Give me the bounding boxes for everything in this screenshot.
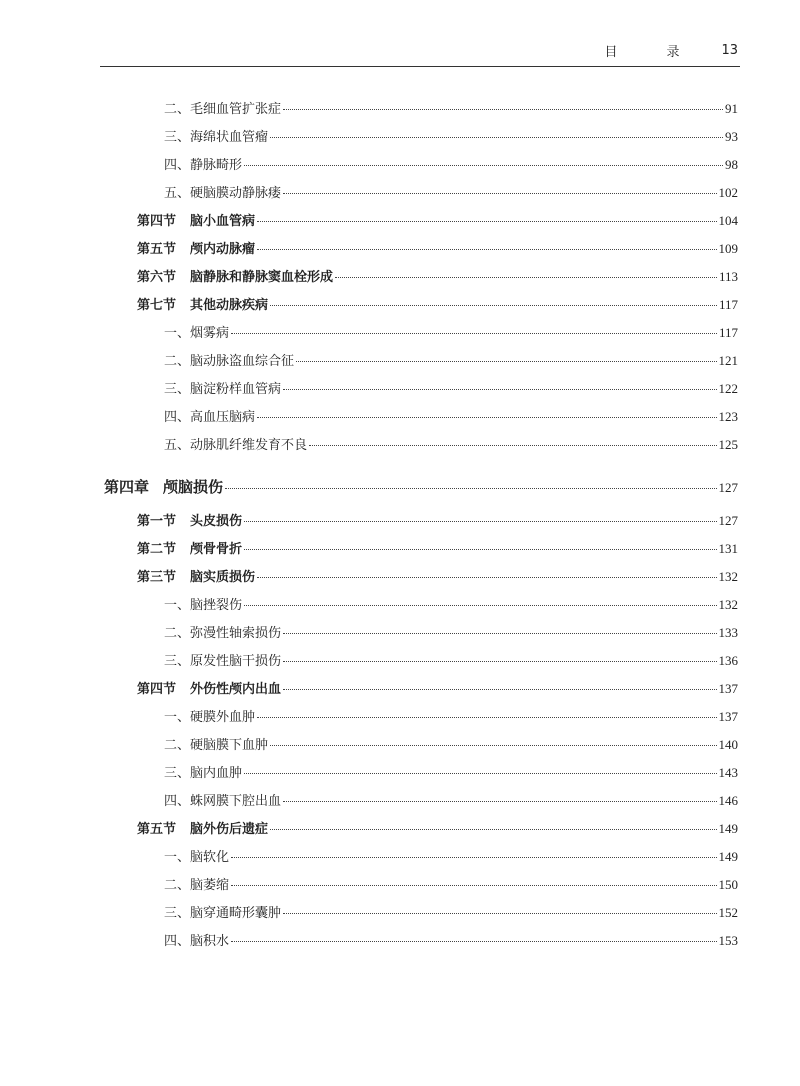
toc-entry-number: 三、 — [164, 130, 191, 145]
dot-leader — [244, 520, 716, 522]
toc-entry-page: 117 — [718, 297, 738, 312]
toc-entry-label — [164, 378, 281, 397]
dot-leader — [225, 487, 716, 489]
toc-subsection-entry — [0, 874, 738, 893]
toc-entry-number: 一、 — [164, 598, 191, 613]
toc-entry-number: 三、 — [164, 906, 191, 921]
dot-leader — [231, 856, 716, 858]
toc-entry-label — [164, 406, 255, 425]
toc-entry-title: 脑萎缩 — [190, 878, 230, 893]
toc-entry-page: 102 — [718, 185, 738, 200]
toc-entry-page: 140 — [718, 737, 738, 752]
toc-entry-page: 133 — [718, 625, 738, 640]
toc-entry-number: 四、 — [164, 794, 191, 809]
toc-entry-title: 颅脑损伤 — [163, 478, 224, 496]
toc-entry-number: 第七节 — [137, 298, 177, 313]
toc-entry-title: 脑外伤后遗症 — [190, 822, 269, 837]
toc-subsection-entry — [0, 154, 738, 173]
toc-entry-number: 第六节 — [137, 270, 177, 285]
toc-entry-number: 第一节 — [137, 514, 177, 529]
header-title: 目 录 — [604, 44, 698, 60]
toc-entry-number: 第四节 — [137, 214, 177, 229]
toc-entry-label — [164, 706, 255, 725]
dot-leader — [283, 688, 716, 690]
toc-entry-label — [164, 322, 229, 341]
toc-subsection-entry — [0, 594, 738, 613]
toc-entry-page: 137 — [718, 681, 738, 696]
toc-entry-number: 二、 — [164, 878, 191, 893]
dot-leader — [296, 360, 716, 362]
toc-entry-page: 104 — [718, 213, 738, 228]
toc-subsection-entry — [0, 930, 738, 949]
dot-leader — [257, 220, 716, 222]
dot-leader — [257, 248, 716, 250]
toc-section-entry — [0, 294, 738, 313]
toc-entry-title: 脑积水 — [190, 934, 230, 949]
dot-leader — [231, 332, 717, 334]
toc-section-entry — [0, 818, 738, 837]
toc-entry-label — [164, 350, 294, 369]
dot-leader — [257, 416, 716, 418]
toc-entry-title: 外伤性颅内出血 — [190, 682, 282, 697]
dot-leader — [257, 716, 716, 718]
dot-leader — [244, 772, 716, 774]
toc-entry-page: 153 — [718, 933, 738, 948]
toc-entry-number: 第二节 — [137, 542, 177, 557]
toc-entry-page: 132 — [718, 597, 738, 612]
toc-entry-label — [164, 126, 268, 145]
toc-entry-page: 93 — [725, 129, 738, 144]
toc-section-entry — [0, 210, 738, 229]
toc-section-entry — [0, 238, 738, 257]
toc-entry-page: 121 — [718, 353, 738, 368]
toc-section-entry — [0, 510, 738, 529]
toc-entry-title: 脑动脉盗血综合征 — [190, 354, 295, 369]
toc-entry-title: 脑小血管病 — [190, 214, 256, 229]
toc-entry-label — [164, 182, 281, 201]
toc-subsection-entry — [0, 378, 738, 397]
toc-entry-number: 第四节 — [137, 682, 177, 697]
toc-entry-number: 一、 — [164, 850, 191, 865]
toc-entry-number: 第四章 — [104, 478, 150, 496]
dot-leader — [283, 800, 716, 802]
toc-entry-number: 一、 — [164, 710, 191, 725]
toc-entry-page: 143 — [718, 765, 738, 780]
toc-entry-label — [164, 650, 281, 669]
toc-entry-label — [137, 294, 268, 313]
toc-subsection-entry — [0, 762, 738, 781]
toc-entry-page: 149 — [718, 821, 738, 836]
toc-entry-number: 四、 — [164, 934, 191, 949]
toc-entry-title: 毛细血管扩张症 — [190, 102, 282, 117]
toc-entry-label — [164, 98, 281, 117]
dot-leader — [283, 192, 716, 194]
toc-chapter-entry — [0, 476, 738, 497]
dot-leader — [283, 912, 716, 914]
toc-section-entry — [0, 266, 738, 285]
toc-entry-page: 127 — [718, 513, 738, 528]
toc-entry-page: 122 — [718, 381, 738, 396]
toc-entry-label — [164, 434, 307, 453]
toc-entry-title: 高血压脑病 — [190, 410, 256, 425]
toc-entry-label — [137, 238, 255, 257]
header-rule — [100, 66, 740, 67]
toc-subsection-entry — [0, 902, 738, 921]
toc-entry-number: 五、 — [164, 438, 191, 453]
toc-entry-title: 硬脑膜动静脉瘘 — [190, 186, 282, 201]
toc-entry-title: 动脉肌纤维发育不良 — [190, 438, 308, 453]
toc-entry-title: 其他动脉疾病 — [190, 298, 269, 313]
dot-leader — [309, 444, 716, 446]
dot-leader — [244, 164, 723, 166]
toc-section-entry — [0, 678, 738, 697]
toc-entry-label — [137, 678, 281, 697]
dot-leader — [335, 276, 717, 278]
toc-entry-number: 二、 — [164, 626, 191, 641]
dot-leader — [283, 388, 716, 390]
toc-entry-number: 五、 — [164, 186, 191, 201]
toc-subsection-entry — [0, 706, 738, 725]
toc-entry-title: 烟雾病 — [190, 326, 230, 341]
toc-entry-number: 三、 — [164, 654, 191, 669]
dot-leader — [244, 548, 716, 550]
toc-entry-title: 硬膜外血肿 — [190, 710, 256, 725]
header-page-number: 13 — [721, 42, 738, 58]
toc-entry-label — [164, 930, 229, 949]
dot-leader — [270, 304, 717, 306]
toc-entry-number: 四、 — [164, 410, 191, 425]
toc-entry-page: 131 — [718, 541, 738, 556]
toc-entry-title: 头皮损伤 — [190, 514, 243, 529]
toc-entry-number: 第五节 — [137, 242, 177, 257]
toc-entry-label — [164, 874, 229, 893]
toc-entry-title: 脑实质损伤 — [190, 570, 256, 585]
toc-entry-page: 149 — [718, 849, 738, 864]
dot-leader — [283, 660, 716, 662]
toc-entry-page: 109 — [718, 241, 738, 256]
dot-leader — [270, 136, 723, 138]
page-header — [100, 38, 738, 62]
toc-entry-label — [164, 154, 242, 173]
toc-entry-page: 132 — [718, 569, 738, 584]
toc-subsection-entry — [0, 126, 738, 145]
toc-entry-page: 127 — [718, 480, 738, 495]
dot-leader — [231, 884, 716, 886]
toc-entry-page: 152 — [718, 905, 738, 920]
toc-entry-title: 原发性脑干损伤 — [190, 654, 282, 669]
toc-entry-page: 117 — [718, 325, 738, 340]
toc-entry-title: 脑软化 — [190, 850, 230, 865]
toc-entry-number: 一、 — [164, 326, 191, 341]
toc-entry-page: 137 — [718, 709, 738, 724]
toc-entry-number: 二、 — [164, 738, 191, 753]
toc-entry-page: 146 — [718, 793, 738, 808]
toc-entry-page: 123 — [718, 409, 738, 424]
toc-entry-label — [137, 566, 255, 585]
toc-entry-title: 颅内动脉瘤 — [190, 242, 256, 257]
toc-entry-label — [137, 510, 242, 529]
toc-entry-page: 98 — [725, 157, 738, 172]
toc-entry-title: 颅骨骨折 — [190, 542, 243, 557]
toc-entry-label — [164, 594, 242, 613]
dot-leader — [283, 108, 723, 110]
toc-entry-label — [164, 762, 242, 781]
toc-entry-page: 113 — [718, 269, 738, 284]
toc-subsection-entry — [0, 434, 738, 453]
dot-leader — [244, 604, 716, 606]
toc-entry-title: 脑内血肿 — [190, 766, 243, 781]
toc-entry-title: 静脉畸形 — [190, 158, 243, 173]
toc-entry-title: 弥漫性轴索损伤 — [190, 626, 282, 641]
toc-entry-page: 136 — [718, 653, 738, 668]
dot-leader — [257, 576, 716, 578]
toc-entry-label — [137, 210, 255, 229]
toc-entry-title: 蛛网膜下腔出血 — [190, 794, 282, 809]
toc-subsection-entry — [0, 182, 738, 201]
toc-section-entry — [0, 566, 738, 585]
toc-entry-number: 第五节 — [137, 822, 177, 837]
toc-entry-number: 三、 — [164, 766, 191, 781]
toc-entry-title: 脑静脉和静脉窦血栓形成 — [190, 270, 334, 285]
toc-entry-label — [164, 622, 281, 641]
toc-entry-label — [164, 846, 229, 865]
toc-entry-label — [137, 266, 333, 285]
dot-leader — [270, 744, 716, 746]
toc-entry-number: 四、 — [164, 158, 191, 173]
toc-subsection-entry — [0, 622, 738, 641]
toc-subsection-entry — [0, 650, 738, 669]
toc-subsection-entry — [0, 846, 738, 865]
toc-entry-title: 脑挫裂伤 — [190, 598, 243, 613]
toc-entry-title: 硬脑膜下血肿 — [190, 738, 269, 753]
dot-leader — [270, 828, 716, 830]
toc-subsection-entry — [0, 734, 738, 753]
toc-entry-page: 91 — [725, 101, 738, 116]
toc-section-entry — [0, 538, 738, 557]
toc-entry-number: 二、 — [164, 354, 191, 369]
toc-entry-title: 海绵状血管瘤 — [190, 130, 269, 145]
toc-entry-title: 脑淀粉样血管病 — [190, 382, 282, 397]
toc-entry-label — [137, 538, 242, 557]
toc-entry-label — [104, 476, 223, 497]
toc-subsection-entry — [0, 322, 738, 341]
dot-leader — [283, 632, 716, 634]
toc-subsection-entry — [0, 790, 738, 809]
toc-entry-label — [164, 902, 281, 921]
dot-leader — [231, 940, 716, 942]
toc-entry-number: 二、 — [164, 102, 191, 117]
toc-entry-page: 125 — [718, 437, 738, 452]
toc-entry-number: 第三节 — [137, 570, 177, 585]
toc-entry-number: 三、 — [164, 382, 191, 397]
toc-subsection-entry — [0, 350, 738, 369]
toc-entry-title: 脑穿通畸形囊肿 — [190, 906, 282, 921]
toc-entry-label — [137, 818, 268, 837]
toc-entry-page: 150 — [718, 877, 738, 892]
toc-subsection-entry — [0, 406, 738, 425]
toc-entry-label — [164, 790, 281, 809]
toc-entry-label — [164, 734, 268, 753]
toc-subsection-entry — [0, 98, 738, 117]
